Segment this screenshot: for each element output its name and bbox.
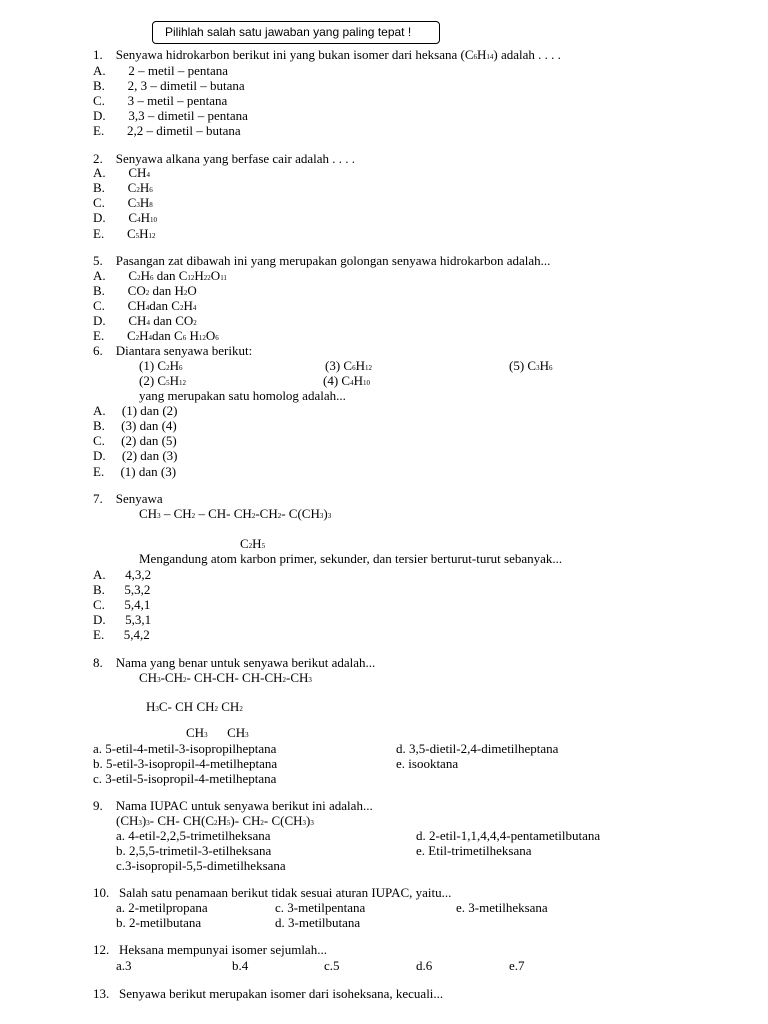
compound-item: (2) C5H12 <box>139 373 186 388</box>
option-row: B. 2, 3 – dimetil – butana <box>93 78 245 93</box>
option-a: a.3 <box>116 958 132 973</box>
structural-formula: CH3-CH2- CH-CH- CH-CH2-CH3 <box>139 670 312 685</box>
question-stem: Senyawa alkana yang berfase cair adalah . . . . <box>115 151 356 166</box>
question-stem: Nama IUPAC untuk senyawa berikut ini adalah... <box>115 798 373 813</box>
option-b: b. 2,5,5-trimetil-3-etilheksana <box>116 843 272 858</box>
question-stem: Nama yang benar untuk senyawa berikut adalah... <box>115 655 376 670</box>
instruction-box <box>152 21 440 44</box>
option-row: E. C5H12 <box>93 226 156 241</box>
option-e: e. isooktana <box>396 756 459 771</box>
option-row: C. CH4dan C2H4 <box>93 298 197 313</box>
question-2: 2. Senyawa alkana yang berfase cair adalah . . . . <box>93 151 356 166</box>
question-13: 13. Senyawa berikut merupakan isomer dari isoheksana, kecuali... <box>93 986 444 1001</box>
formula-branch: C2H5 <box>240 536 266 551</box>
structural-formula: (CH3)3- CH- CH(C2H5)- CH2- C(CH3)3 <box>116 813 314 828</box>
question-stem: Salah satu penamaan berikut tidak sesuai aturan IUPAC, yaitu... <box>119 885 452 900</box>
option-row: A. CH4 <box>93 165 150 180</box>
option-d: d.6 <box>416 958 433 973</box>
option-a: a. 4-etil-2,2,5-trimetilheksana <box>116 828 271 843</box>
question-9: 9. Nama IUPAC untuk senyawa berikut ini adalah... <box>93 798 373 813</box>
option-row: A. 2 – metil – pentana <box>93 63 229 78</box>
question-5: 5. Pasangan zat dibawah ini yang merupakan golongan senyawa hidrokarbon adalah... <box>93 253 551 268</box>
option-d: d. 2-etil-1,1,4,4,4-pentametilbutana <box>416 828 601 843</box>
question-7: 7. Senyawa <box>93 491 163 506</box>
option-e: e. Etil-trimetilheksana <box>416 843 532 858</box>
structural-formula: CH3 – CH2 – CH- CH2-CH2- C(CH3)3 <box>139 506 332 521</box>
option-row: D. C4H10 <box>93 210 157 225</box>
option-a: a. 2-metilpropana <box>116 900 208 915</box>
question-stem: Heksana mempunyai isomer sejumlah... <box>119 942 327 957</box>
question-6: 6. Diantara senyawa berikut: <box>93 343 253 358</box>
question-stem: Senyawa hidrokarbon berikut ini yang bukan isomer dari heksana (C <box>115 47 474 62</box>
option-d: d. 3,5-dietil-2,4-dimetilheptana <box>396 741 559 756</box>
option-b: b.4 <box>232 958 249 973</box>
question-12: 12. Heksana mempunyai isomer sejumlah... <box>93 942 327 957</box>
option-c: c.5 <box>324 958 340 973</box>
option-e: e. 3-metilheksana <box>456 900 548 915</box>
question-tail: yang merupakan satu homolog adalah... <box>139 388 346 403</box>
compound-item: (5) C3H6 <box>509 358 553 373</box>
question-stem: Diantara senyawa berikut: <box>115 343 253 358</box>
option-row: C. 3 – metil – pentana <box>93 93 228 108</box>
question-tail: Mengandung atom karbon primer, sekunder, dan tersier berturut-turut sebanyak... <box>139 551 563 566</box>
instruction-text: Pilihlah salah satu jawaban yang paling tepat ! <box>165 25 412 39</box>
option-e: e.7 <box>509 958 525 973</box>
question-number: 1. <box>93 47 103 62</box>
option-c: c.3-isopropil-5,5-dimetilheksana <box>116 858 286 873</box>
question-stem: Senyawa <box>115 491 163 506</box>
option-a: a. 5-etil-4-metil-3-isopropilheptana <box>93 741 277 756</box>
option-row: A. 4,3,2 <box>93 567 152 582</box>
option-row: D. (2) dan (3) <box>93 448 178 463</box>
question-stem: Pasangan zat dibawah ini yang merupakan golongan senyawa hidrokarbon adalah... <box>115 253 551 268</box>
option-row: D. 3,3 – dimetil – pentana <box>93 108 248 123</box>
option-row: B. C2H6 <box>93 180 153 195</box>
option-row: D. CH4 dan CO2 <box>93 313 197 328</box>
option-row: B. CO2 dan H2O <box>93 283 197 298</box>
option-row: E. 5,4,2 <box>93 627 150 642</box>
option-c: c. 3-etil-5-isopropil-4-metilheptana <box>93 771 277 786</box>
compound-item: (1) C2H6 <box>139 358 183 373</box>
option-row: A. C2H6 dan C12H22O11 <box>93 268 227 283</box>
option-row: B. (3) dan (4) <box>93 418 177 433</box>
option-row: D. 5,3,1 <box>93 612 152 627</box>
option-b: b. 5-etil-3-isopropil-4-metilheptana <box>93 756 278 771</box>
option-row: C. 5,4,1 <box>93 597 151 612</box>
formula-branch: CH3 CH3 <box>186 725 249 740</box>
option-row: C. (2) dan (5) <box>93 433 177 448</box>
option-row: C. C3H8 <box>93 195 153 210</box>
option-row: B. 5,3,2 <box>93 582 151 597</box>
option-row: E. C2H4dan C6 H12O6 <box>93 328 219 343</box>
option-row: E. (1) dan (3) <box>93 464 177 479</box>
formula-branch: H3C- CH CH2 CH2 <box>146 699 243 714</box>
question-10: 10. Salah satu penamaan berikut tidak sesuai aturan IUPAC, yaitu... <box>93 885 452 900</box>
question-1: 1. Senyawa hidrokarbon berikut ini yang bukan isomer dari heksana (C6H14) adalah . . . . <box>93 47 561 62</box>
compound-item: (4) C4H10 <box>323 373 370 388</box>
compound-item: (3) C6H12 <box>325 358 372 373</box>
option-row: A. (1) dan (2) <box>93 403 178 418</box>
option-b: b. 2-metilbutana <box>116 915 202 930</box>
question-8: 8. Nama yang benar untuk senyawa berikut adalah... <box>93 655 376 670</box>
option-row: E. 2,2 – dimetil – butana <box>93 123 241 138</box>
question-stem: Senyawa berikut merupakan isomer dari isoheksana, kecuali... <box>119 986 444 1001</box>
option-c: c. 3-metilpentana <box>275 900 366 915</box>
option-d: d. 3-metilbutana <box>275 915 361 930</box>
